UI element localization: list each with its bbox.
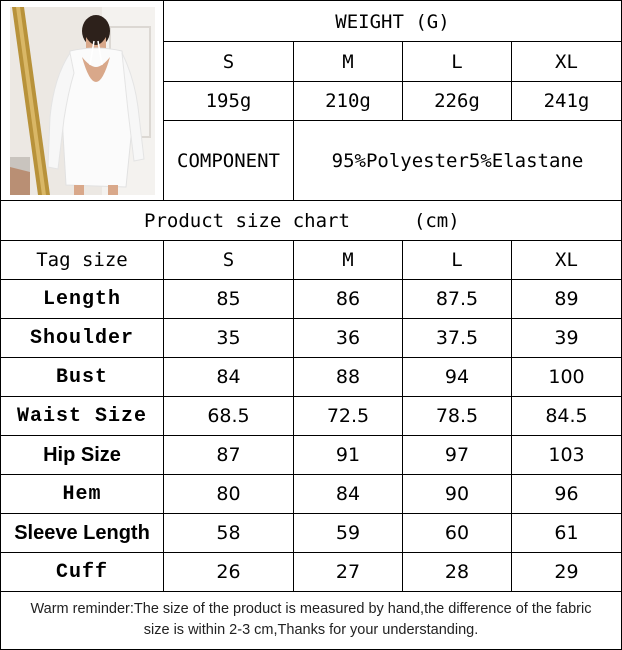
row-label-cuff: Cuff xyxy=(55,560,108,584)
warm-reminder-line-1: Warm reminder:The size of the product is measured by hand,the difference of the fabric xyxy=(30,601,592,617)
cell-bust-l: 94 xyxy=(444,366,470,388)
header-size-xl: XL xyxy=(555,249,578,271)
cell-hip-xl: 103 xyxy=(548,444,585,466)
weight-size-m: M xyxy=(342,50,354,73)
cell-shoulder-m: 36 xyxy=(335,327,361,349)
row-label-waist-size: Waist Size xyxy=(16,404,148,428)
cell-hem-l: 90 xyxy=(444,483,470,505)
product-photo xyxy=(10,7,155,195)
weight-title: WEIGHT (G) xyxy=(335,10,450,33)
weight-value-xl: 241g xyxy=(543,90,590,112)
warm-reminder xyxy=(2,592,620,648)
weight-value-l: 226g xyxy=(434,90,480,112)
cell-length-xl: 89 xyxy=(554,288,579,310)
row-label-shoulder: Shoulder xyxy=(29,326,134,350)
cell-hip-l: 97 xyxy=(444,444,470,466)
weight-size-xl: XL xyxy=(555,50,578,73)
weight-size-s: S xyxy=(222,50,235,73)
component-label: COMPONENT xyxy=(177,149,280,172)
cell-waist-m: 72.5 xyxy=(326,405,370,427)
dress-photo-illustration xyxy=(10,7,155,195)
row-label-sleeve-length: Sleeve Length xyxy=(14,521,150,544)
weight-size-l: L xyxy=(451,50,463,73)
row-label-bust: Bust xyxy=(55,365,108,389)
size-chart-title-text: Product size chart xyxy=(144,209,350,232)
cell-cuff-l: 28 xyxy=(444,561,470,583)
cell-bust-s: 84 xyxy=(216,366,241,388)
cell-cuff-s: 26 xyxy=(216,561,241,583)
row-label-length: Length xyxy=(42,287,121,311)
cell-length-s: 85 xyxy=(216,288,241,310)
cell-length-l: 87.5 xyxy=(435,288,479,310)
size-chart-unit: (cm) xyxy=(413,209,460,232)
cell-sleeve-xl: 61 xyxy=(554,522,579,544)
header-size-m: M xyxy=(342,249,354,271)
cell-hem-m: 84 xyxy=(335,483,361,505)
cell-waist-s: 68.5 xyxy=(207,405,250,427)
cell-waist-l: 78.5 xyxy=(435,405,479,427)
warm-reminder-line-2: size is within 2-3 cm,Thanks for your understanding. xyxy=(143,622,479,638)
cell-waist-xl: 84.5 xyxy=(545,405,588,427)
cell-bust-m: 88 xyxy=(335,366,361,388)
weight-value-s: 195g xyxy=(205,90,252,112)
cell-shoulder-xl: 39 xyxy=(554,327,579,349)
row-label-hip-size: Hip Size xyxy=(43,443,121,466)
cell-hem-xl: 96 xyxy=(554,483,579,505)
cell-hem-s: 80 xyxy=(216,483,241,505)
header-tag-size: Tag size xyxy=(36,249,128,271)
weight-value-m: 210g xyxy=(325,90,371,112)
row-label-hem: Hem xyxy=(62,482,102,506)
cell-sleeve-s: 58 xyxy=(216,522,241,544)
size-chart-title xyxy=(1,201,621,240)
cell-length-m: 86 xyxy=(335,288,361,310)
cell-cuff-m: 27 xyxy=(335,561,361,583)
cell-hip-m: 91 xyxy=(335,444,361,466)
header-size-l: L xyxy=(451,249,463,271)
cell-shoulder-l: 37.5 xyxy=(435,327,479,349)
header-size-s: S xyxy=(222,249,235,271)
cell-sleeve-m: 59 xyxy=(335,522,361,544)
cell-sleeve-l: 60 xyxy=(444,522,470,544)
cell-hip-s: 87 xyxy=(216,444,241,466)
cell-cuff-xl: 29 xyxy=(554,561,579,583)
cell-bust-xl: 100 xyxy=(548,366,585,388)
cell-shoulder-s: 35 xyxy=(216,327,241,349)
component-value: 95%Polyester5%Elastane xyxy=(331,149,584,172)
